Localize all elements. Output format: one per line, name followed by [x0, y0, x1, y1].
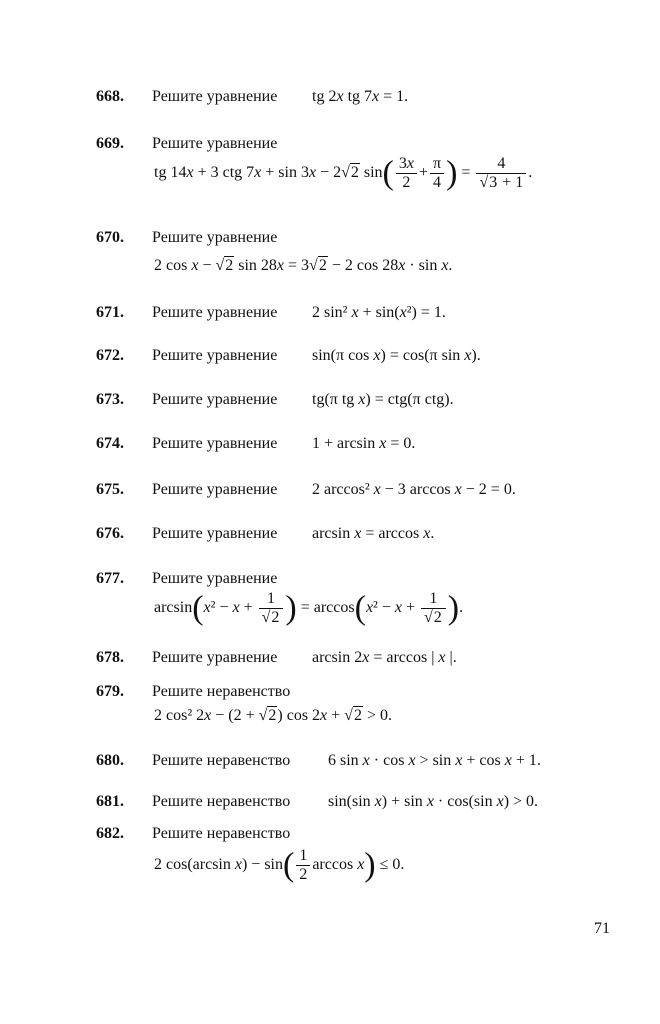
problem-label: Решите уравнение — [152, 304, 278, 321]
problem-expression: 2 cos(arcsin x) − sin( $\frac{1}{2}$ arccos x) ≤ 0. — [154, 846, 405, 884]
problem-number: 669. — [96, 135, 124, 152]
problem-number: 672. — [96, 347, 124, 364]
problem-label: Решите уравнение — [152, 391, 278, 408]
problem-expression: 2 cos² 2x − (2 + √2) cos 2x + √2 > 0. — [154, 707, 392, 724]
problem-label: Решите уравнение — [152, 435, 278, 452]
problem-expression: arcsin(x² − x + $\frac{1}{√2}$ ) = arccos(x² − x + $\frac{1}{√2}$ ). — [154, 589, 464, 627]
problem-expression: arcsin x = arccos x. — [312, 525, 435, 542]
page-number: 71 — [594, 920, 610, 937]
problem-expression: tg 14x + 3 ctg 7x + sin 3x − 2√2 sin( $\frac{3x}{2}$ + $\frac{\pi}{4}$ ) = $\frac{4}{√3 + 1}$ . — [154, 154, 533, 192]
problem-number: 678. — [96, 649, 124, 666]
problem-expression: sin(π cos x) = cos(π sin x). — [312, 347, 481, 364]
problem-number: 676. — [96, 525, 124, 542]
problem-number: 679. — [96, 683, 124, 700]
problem-number: 680. — [96, 752, 124, 769]
problem-expression: 2 cos x − √2 sin 28x = 3√2 − 2 cos 28x · sin x. — [154, 257, 453, 274]
problem-label: Решите уравнение — [152, 135, 278, 152]
problem-expression: tg 2x tg 7x = 1. — [312, 88, 409, 105]
problem-number: 675. — [96, 481, 124, 498]
problem-number: 670. — [96, 229, 124, 246]
problem-expression: 1 + arcsin x = 0. — [312, 435, 416, 452]
problem-expression: 2 sin² x + sin(x²) = 1. — [312, 304, 446, 321]
problem-label: Решите уравнение — [152, 229, 278, 246]
problem-label: Решите уравнение — [152, 525, 278, 542]
problem-number: 674. — [96, 435, 124, 452]
problem-number: 668. — [96, 88, 124, 105]
problem-label: Решите уравнение — [152, 649, 278, 666]
problem-expression: 6 sin x · cos x > sin x + cos x + 1. — [328, 752, 541, 769]
problem-expression: sin(sin x) + sin x · cos(sin x) > 0. — [328, 793, 539, 810]
problem-label: Решите неравенство — [152, 793, 291, 810]
problem-expression: 2 arccos² x − 3 arccos x − 2 = 0. — [312, 481, 516, 498]
problem-label: Решите уравнение — [152, 481, 278, 498]
problem-label: Решите неравенство — [152, 752, 291, 769]
problem-number: 682. — [96, 825, 124, 842]
problem-label: Решите уравнение — [152, 570, 278, 587]
problem-number: 681. — [96, 793, 124, 810]
problem-label: Решите уравнение — [152, 88, 278, 105]
problem-number: 671. — [96, 304, 124, 321]
problem-label: Решите неравенство — [152, 683, 291, 700]
problem-expression: tg(π tg x) = ctg(π ctg). — [312, 391, 454, 408]
problem-number: 677. — [96, 570, 124, 587]
problem-label: Решите уравнение — [152, 347, 278, 364]
problem-label: Решите неравенство — [152, 825, 291, 842]
problem-expression: arcsin 2x = arccos | x |. — [312, 649, 457, 666]
problem-number: 673. — [96, 391, 124, 408]
